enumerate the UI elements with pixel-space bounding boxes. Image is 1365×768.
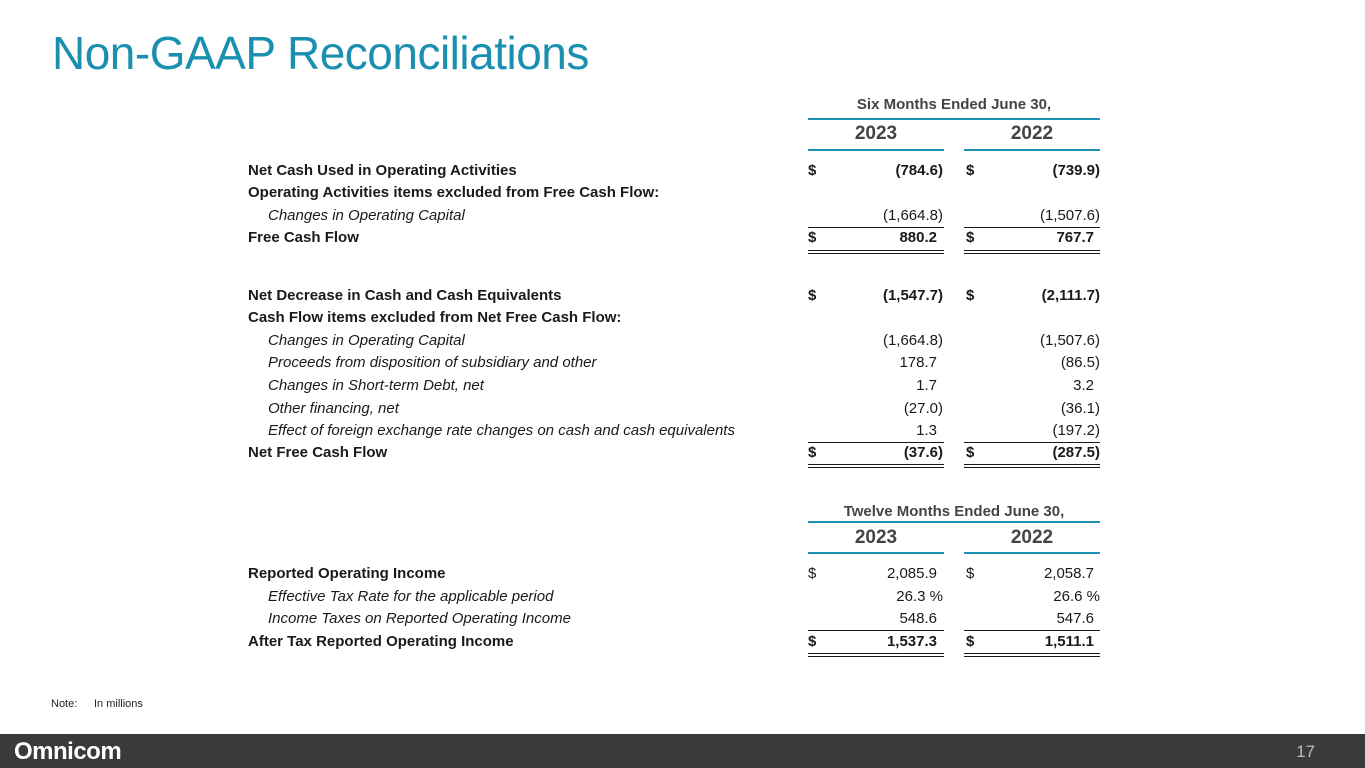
footnote (51, 698, 143, 710)
row-label: Net Free Cash Flow (248, 444, 388, 461)
section1-year-rule-2022 (964, 149, 1100, 151)
dollar-sign: $ (808, 162, 817, 179)
value-2022: (86.5) (1060, 354, 1100, 371)
dollar-sign: $ (966, 229, 975, 246)
total-double-rule (964, 653, 1100, 657)
total-double-rule (964, 464, 1100, 468)
dollar-sign: $ (966, 162, 975, 179)
table-row (0, 330, 1365, 352)
section2-year-2023: 2023 (854, 527, 898, 548)
total-double-rule (808, 250, 944, 254)
table-row (0, 608, 1365, 630)
value-2022: (287.5) (1052, 444, 1100, 461)
row-label: Cash Flow items excluded from Net Free Cash Flow: (248, 309, 622, 326)
value-2022: (36.1) (1060, 400, 1100, 417)
value-2022: (197.2) (1052, 422, 1100, 439)
dollar-sign: $ (808, 287, 817, 304)
value-2023: 26.3 % (896, 588, 943, 605)
table-row (0, 205, 1365, 227)
table-row (0, 442, 1365, 464)
row-label: Net Decrease in Cash and Cash Equivalents (248, 287, 562, 304)
dollar-sign: $ (966, 444, 975, 461)
dollar-sign: $ (966, 287, 975, 304)
value-2022: 547.6 (1056, 610, 1094, 627)
row-label: Operating Activities items excluded from Free Cash Flow: (248, 184, 660, 201)
table-row (0, 285, 1365, 307)
table-row (0, 352, 1365, 374)
value-2023: 880.2 (899, 229, 937, 246)
value-2023: (784.6) (895, 162, 943, 179)
section2-header-rule (808, 521, 1100, 523)
note-label: Note: (51, 698, 78, 710)
table-row (0, 227, 1365, 249)
value-2022: 26.6 % (1053, 588, 1100, 605)
row-label: Proceeds from disposition of subsidiary and other (268, 354, 597, 371)
value-2022: 3.2 (1073, 377, 1094, 394)
dollar-sign: $ (966, 633, 975, 650)
value-2022: (739.9) (1052, 162, 1100, 179)
table-row (0, 586, 1365, 608)
value-2022: 2,058.7 (1043, 565, 1094, 582)
row-label: Changes in Operating Capital (268, 332, 465, 349)
value-2023: (1,664.8) (882, 332, 943, 349)
row-label: Net Cash Used in Operating Activities (248, 162, 517, 179)
row-label: Free Cash Flow (248, 229, 359, 246)
total-double-rule (808, 464, 944, 468)
dollar-sign: $ (808, 565, 817, 582)
value-2022: (1,507.6) (1039, 332, 1100, 349)
footer-bar (0, 734, 1365, 768)
row-label: Other financing, net (268, 400, 399, 417)
section2-year-2022: 2022 (1010, 527, 1054, 548)
value-2023: 2,085.9 (886, 565, 937, 582)
section2-year-rule-2022 (964, 552, 1100, 554)
table-row (0, 398, 1365, 420)
total-double-rule (964, 250, 1100, 254)
omnicom-logo: Omnicom (14, 738, 122, 765)
dollar-sign: $ (808, 444, 817, 461)
dollar-sign: $ (966, 565, 975, 582)
page-number: 17 (1296, 742, 1315, 761)
value-2022: (2,111.7) (1041, 287, 1100, 304)
row-label: Changes in Short-term Debt, net (268, 377, 484, 394)
value-2023: 1,537.3 (886, 633, 937, 650)
section1-year-2022: 2022 (1010, 123, 1054, 144)
section1-header-rule (808, 118, 1100, 120)
row-label: After Tax Reported Operating Income (248, 633, 514, 650)
section1-year-rule-2023 (808, 149, 944, 151)
table-row (0, 307, 1365, 329)
section2-year-rule-2023 (808, 552, 944, 554)
section1-period-header: Six Months Ended June 30, (856, 96, 1052, 113)
total-double-rule (808, 653, 944, 657)
value-2023: 1.3 (916, 422, 937, 439)
value-2023: 1.7 (916, 377, 937, 394)
table-row (0, 420, 1365, 442)
dollar-sign: $ (808, 229, 817, 246)
table-row (0, 563, 1365, 585)
value-2023: (37.6) (903, 444, 943, 461)
row-label: Effective Tax Rate for the applicable period (268, 588, 554, 605)
table-row (0, 160, 1365, 182)
table-row (0, 631, 1365, 653)
row-label: Income Taxes on Reported Operating Income (268, 610, 571, 627)
value-2023: (1,664.8) (882, 207, 943, 224)
page-title: Non-GAAP Reconciliations (52, 27, 589, 79)
value-2023: (27.0) (903, 400, 943, 417)
value-2023: (1,547.7) (882, 287, 943, 304)
row-label: Changes in Operating Capital (268, 207, 465, 224)
table-row (0, 375, 1365, 397)
row-label: Effect of foreign exchange rate changes on cash and cash equivalents (268, 422, 735, 439)
table-row (0, 182, 1365, 204)
row-label: Reported Operating Income (248, 565, 446, 582)
value-2022: (1,507.6) (1039, 207, 1100, 224)
value-2023: 548.6 (899, 610, 937, 627)
value-2023: 178.7 (899, 354, 937, 371)
value-2022: 1,511.1 (1044, 633, 1094, 650)
section2-period-header: Twelve Months Ended June 30, (843, 503, 1065, 520)
value-2022: 767.7 (1056, 229, 1094, 246)
section1-year-2023: 2023 (854, 123, 898, 144)
note-text: In millions (94, 698, 143, 710)
dollar-sign: $ (808, 633, 817, 650)
